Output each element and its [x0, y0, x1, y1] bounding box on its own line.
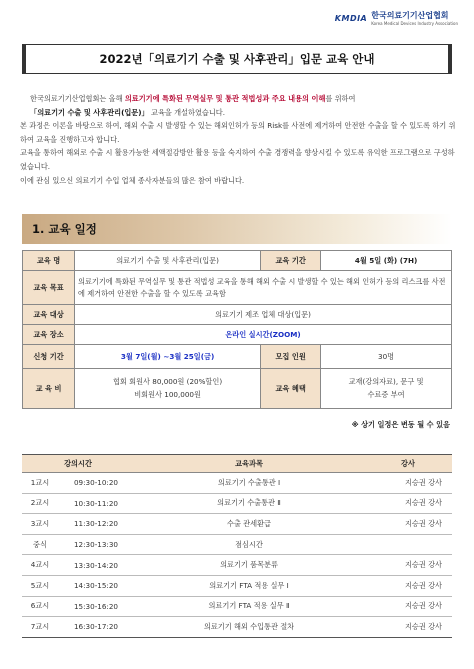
- info-value: 의료기기 제조 업체 대상(입문): [75, 305, 452, 325]
- table-row: [22, 575, 452, 596]
- schedule-table: [22, 454, 452, 638]
- subject: 의료기기 수출통관 Ⅰ: [134, 473, 364, 494]
- info-row: [23, 305, 452, 325]
- subject: 점심시간: [134, 534, 364, 555]
- period: 1교시: [22, 473, 58, 494]
- subject: 의료기기 품목분류: [134, 555, 364, 576]
- table-row: [22, 555, 452, 576]
- info-label: 교육 목표: [23, 271, 75, 305]
- header-time: 강의시간: [22, 455, 134, 473]
- logo-mark: KMDIA: [334, 13, 368, 23]
- course-info-table: [22, 250, 452, 409]
- lecturer: 지승권 강사: [364, 555, 452, 576]
- period: 3교시: [22, 514, 58, 535]
- time: 12:30-13:30: [58, 534, 134, 555]
- time: 11:30-12:20: [58, 514, 134, 535]
- time: 10:30-11:20: [58, 493, 134, 514]
- info-value: 4월 5일 (화) (7H): [321, 251, 452, 271]
- info-label: 교육 명: [23, 251, 75, 271]
- info-value: 의료기기에 특화된 무역실무 및 통관 적법성 교육을 통해 해외 수출 시 발생할 수 있는 해외 인허가 등의 리스크를 사전에 제거하여 안전한 수출을 할 수 있도록 교육함: [75, 271, 452, 305]
- info-label: 신청 기간: [23, 345, 75, 369]
- lecturer: 지승권 강사: [364, 575, 452, 596]
- info-row: [23, 325, 452, 345]
- document-title: 2022년「의료기기 수출 및 사후관리」입문 교육 안내: [99, 52, 375, 66]
- logo-text: [371, 10, 458, 26]
- table-row: [22, 617, 452, 638]
- subject: 의료기기 FTA 적용 실무 Ⅱ: [134, 596, 364, 617]
- table-row: [22, 493, 452, 514]
- subject: 의료기기 해외 수입통관 절차: [134, 617, 364, 638]
- info-value: [321, 369, 452, 409]
- section-title: 1. 교육 일정: [32, 222, 97, 236]
- period: 중식: [22, 534, 58, 555]
- info-value: 의료기기 수출 및 사후관리(입문): [75, 251, 261, 271]
- header-subject: 교육과목: [134, 455, 364, 473]
- intro-p1-suffix: 를 위하여: [325, 94, 356, 103]
- info-value: 30명: [321, 345, 452, 369]
- info-label: 교육 혜택: [261, 369, 321, 409]
- logo-name-en: Korea Medical Devices Industry Association: [371, 21, 458, 26]
- table-row: [22, 514, 452, 535]
- schedule-header-row: [22, 455, 452, 473]
- intro-paragraph-4: 이에 관심 있으신 의료기기 수입 업체 종사자분들의 많은 참여 바랍니다.: [20, 175, 245, 185]
- association-logo: [335, 10, 458, 26]
- schedule-note: ※ 상기 일정은 변동 될 수 있음: [351, 420, 450, 429]
- document-title-box: [22, 44, 452, 74]
- time: 16:30-17:20: [58, 617, 134, 638]
- lecturer: 지승권 강사: [364, 493, 452, 514]
- info-label: 교육 대상: [23, 305, 75, 325]
- intro-paragraph-2: 본 과정은 이론을 바탕으로 하여, 해외 수출 시 발생할 수 있는 해외인허가 등의 Risk를 사전에 제거하여 안전한 수출을 할 수 있도록 하기 위하여 교육을 진행하고자 합니다.: [20, 121, 456, 144]
- logo-name: 한국의료기기산업협회: [371, 11, 449, 20]
- info-label: 교육 기간: [261, 251, 321, 271]
- lecturer: 지승권 강사: [364, 596, 452, 617]
- period: 6교시: [22, 596, 58, 617]
- fee-member: 협회 회원사 80,000원 (20%할인): [112, 377, 223, 386]
- subject: 의료기기 수출통관 Ⅱ: [134, 493, 364, 514]
- lecturer: [364, 534, 452, 555]
- intro-p1-course: 「의료기기 수출 및 사후관리(입문)」: [30, 107, 149, 117]
- intro-p1-prefix: 한국의료기기산업협회는 올해: [30, 94, 125, 103]
- intro-p1-highlight: 의료기기에 특화된 무역실무 및 통관 적법성과 주요 내용의 이해: [124, 94, 326, 103]
- info-row: [23, 271, 452, 305]
- info-label: 교 육 비: [23, 369, 75, 409]
- table-row: [22, 596, 452, 617]
- intro-paragraph-1: [20, 92, 458, 119]
- benefit-line-2: 수료증 부여: [367, 390, 405, 399]
- info-label: 교육 장소: [23, 325, 75, 345]
- time: 14:30-15:20: [58, 575, 134, 596]
- info-value: 온라인 실시간(ZOOM): [75, 325, 452, 345]
- intro-paragraph-3: 교육을 통하여 해외로 수출 시 활용가능한 세액절감방안 활용 등을 숙지하여 수출 경쟁력을 향상시킬 수 있도록 유익한 프로그램으로 구성하였습니다.: [20, 148, 455, 171]
- period: 5교시: [22, 575, 58, 596]
- section-header-schedule: [22, 214, 452, 244]
- lecturer: 지승권 강사: [364, 617, 452, 638]
- fee-nonmember: 비회원사 100,000원: [134, 390, 201, 399]
- lecturer: 지승권 강사: [364, 514, 452, 535]
- period: 4교시: [22, 555, 58, 576]
- info-row: [23, 345, 452, 369]
- time: 09:30-10:20: [58, 473, 134, 494]
- benefit-line-1: 교재(강의자료), 문구 및: [348, 377, 424, 386]
- info-value: [75, 369, 261, 409]
- info-label: 모집 인원: [261, 345, 321, 369]
- time: 13:30-14:20: [58, 555, 134, 576]
- lecturer: 지승권 강사: [364, 473, 452, 494]
- intro-p1-rest: 교육을 개설하였습니다.: [148, 107, 226, 117]
- info-row: [23, 369, 452, 409]
- subject: 의료기기 FTA 적용 실무 Ⅰ: [134, 575, 364, 596]
- intro-text: [20, 92, 458, 187]
- table-row: [22, 534, 452, 555]
- info-value: 3월 7일(월) ~3월 25일(금): [75, 345, 261, 369]
- header-lecturer: 강사: [364, 455, 452, 473]
- period: 2교시: [22, 493, 58, 514]
- info-row: [23, 251, 452, 271]
- time: 15:30-16:20: [58, 596, 134, 617]
- table-row: [22, 473, 452, 494]
- period: 7교시: [22, 617, 58, 638]
- subject: 수출 관세환급: [134, 514, 364, 535]
